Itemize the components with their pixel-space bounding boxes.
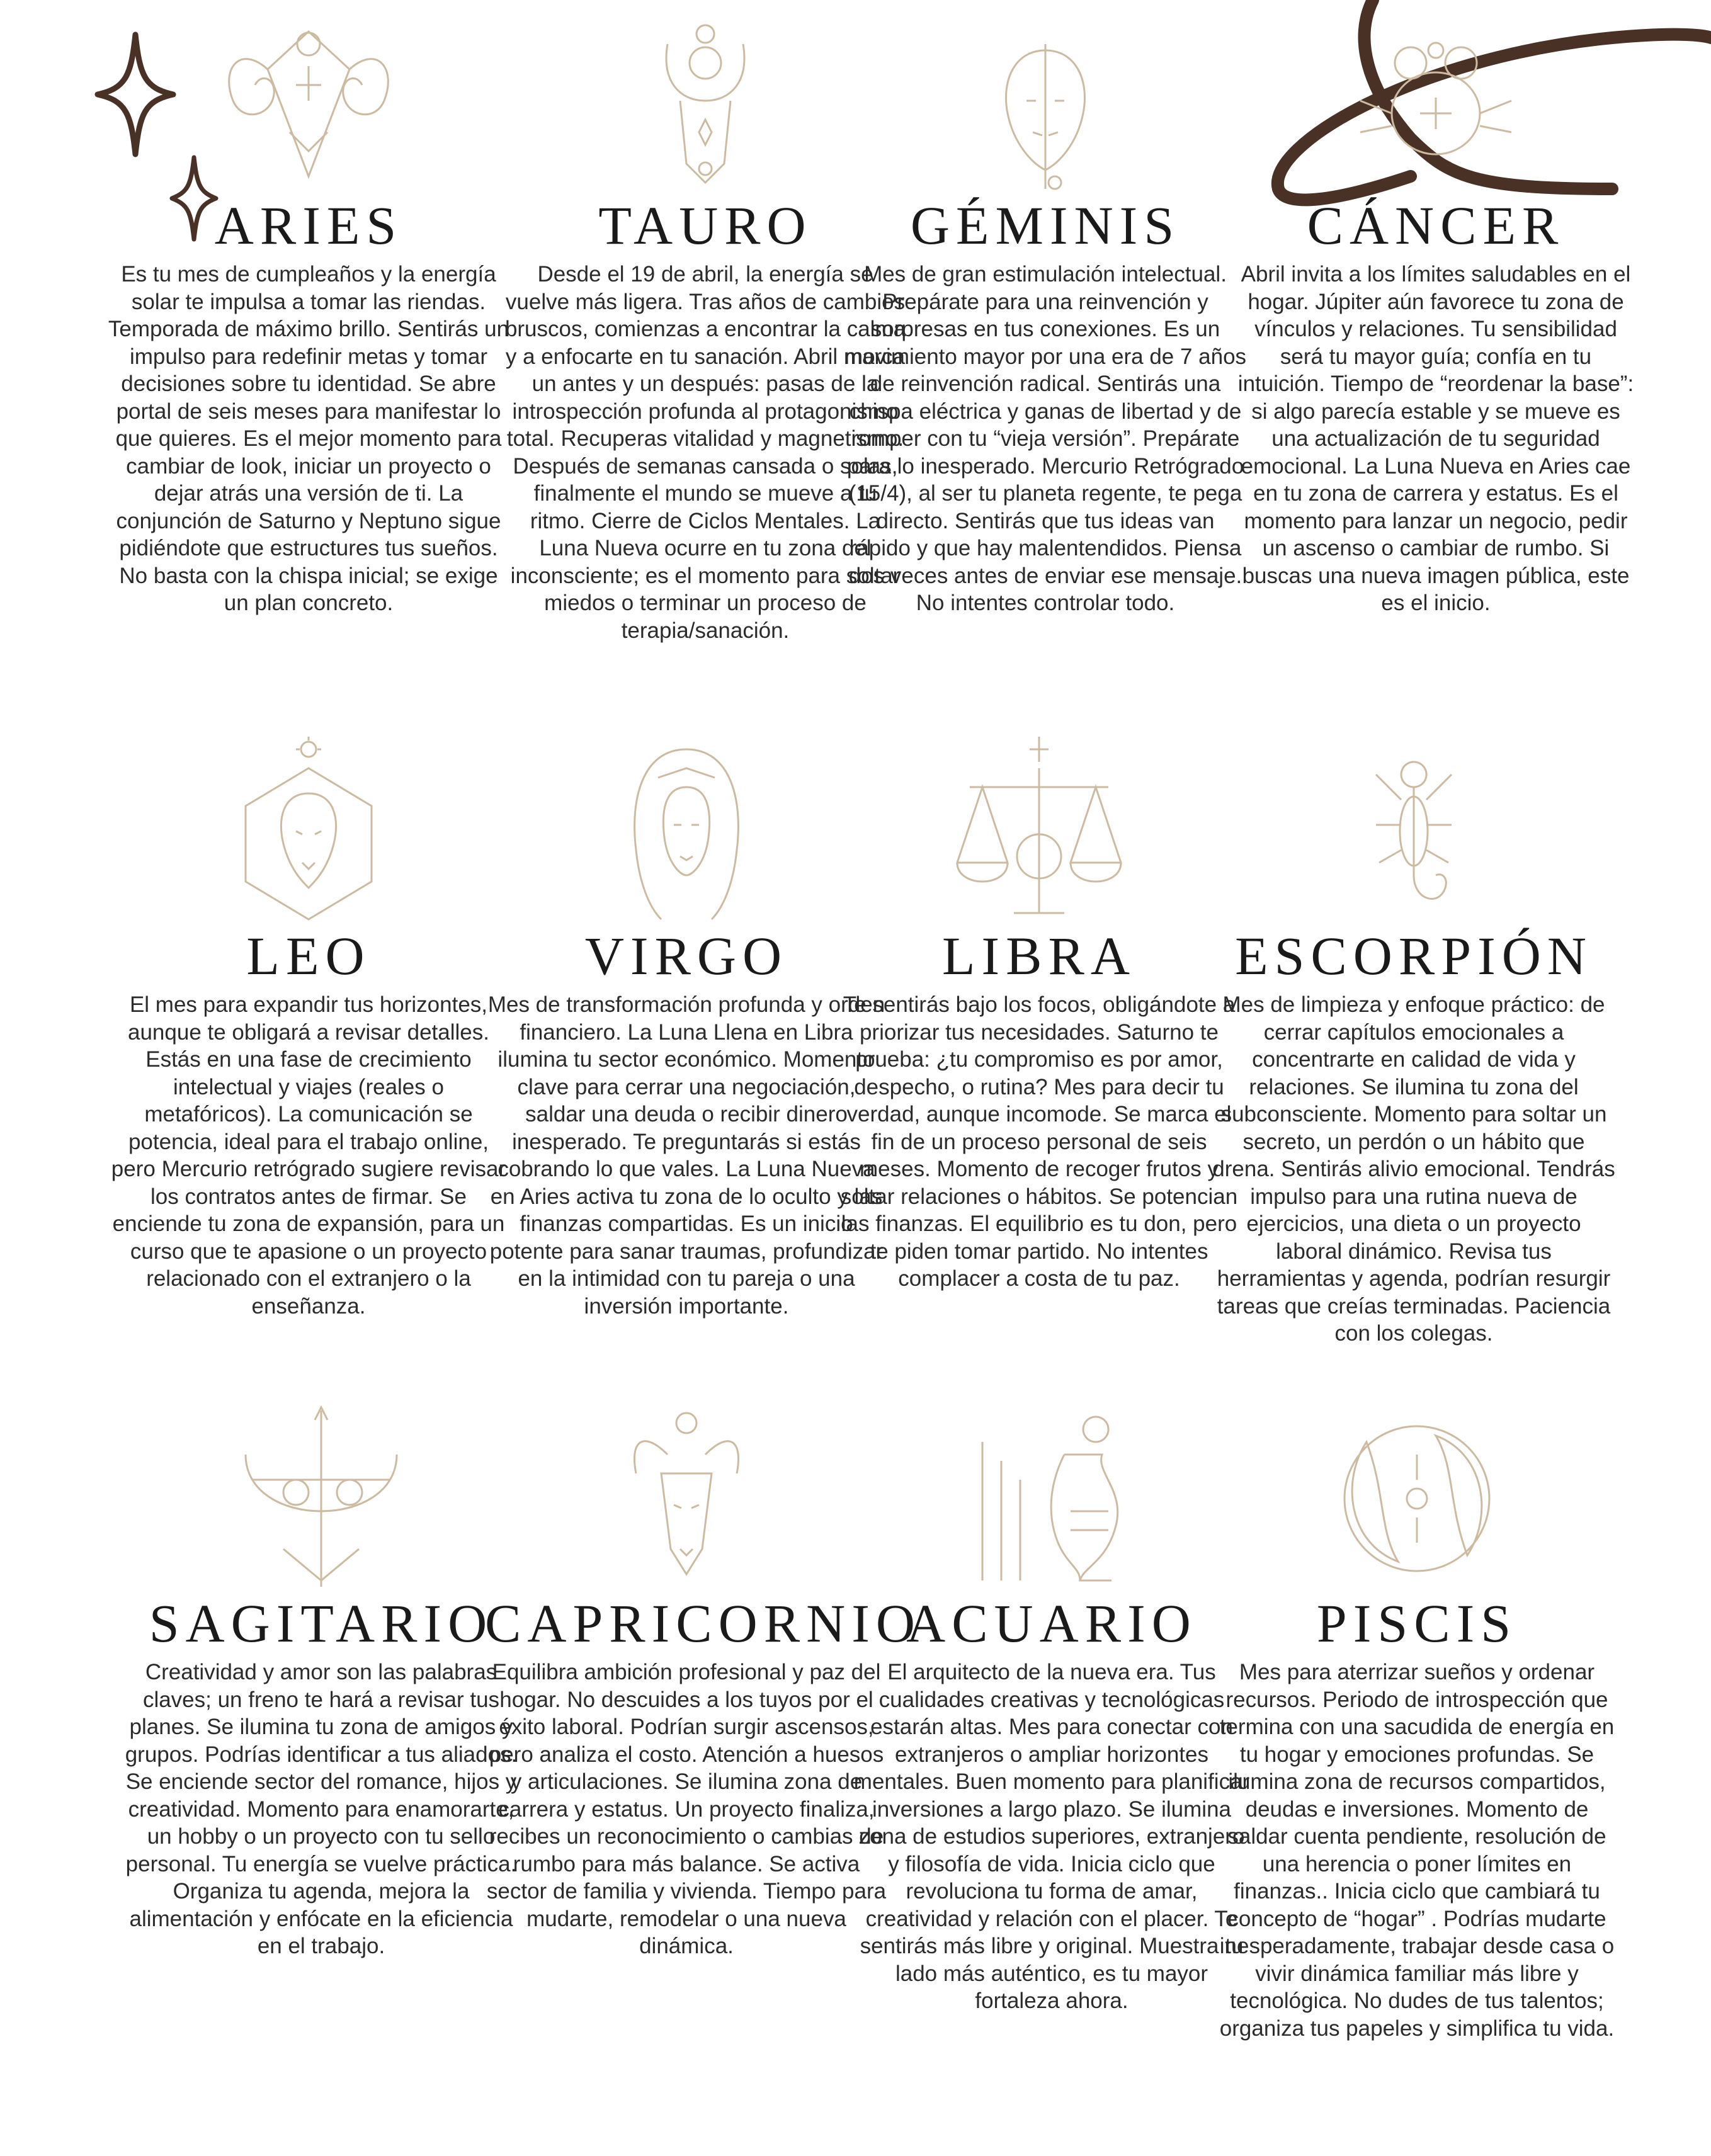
- goat-icon: [592, 1404, 781, 1593]
- sign-description: Mes de limpieza y enfoque práctico: de cerrar capítulos emocionales a concentrarte en calidad de vida y relaciones. Se ilumina tu zona del subconsciente. Momento para soltar un secreto, un perdón o un hábito que drena. Sentirás alivio emocional. Tendrás impulso para una rutina nueva de ejercicios, una dieta o un proyecto laboral dinámico. Revisa tus herramientas y agenda, podrían resurgir tareas que creías terminadas. Paciencia con los colegas.: [1212, 992, 1615, 1346]
- sign-title: VIRGO: [584, 926, 788, 986]
- sign-aries: [107, 6, 510, 617]
- scorpion-icon: [1319, 737, 1508, 926]
- maiden-icon: [592, 737, 781, 926]
- sign-leo: [107, 737, 510, 1320]
- sign-piscis: [1215, 1404, 1618, 2042]
- sign-description: Es tu mes de cumpleaños y la energía solar te impulsa a tomar las riendas. Temporada de máximo brillo. Sentirás un impulso para redefinir metas y tomar decisiones sobre tu identidad. Se abre portal de seis meses para manifestar lo que quieres. Es el mejor momento para cambiar de look, iniciar un proyecto o dejar atrás una versión de ti. La conjunción de Saturno y Neptuno sigue pidiéndote que estructures tus sueños. No basta con la chispa inicial; se exige un plan concreto.: [108, 262, 509, 615]
- sign-title: LEO: [246, 926, 371, 986]
- sign-description: Mes para aterrizar sueños y ordenar recursos. Periodo de introspección que termina con una sacudida de energía en tu hogar y emociones profundas. Se ilumina zona de recursos compartidos, deudas e inversiones. Momento de saldar cuenta pendiente, resolución de una herencia o poner límites en finanzas.. Inicia ciclo que cambiará tu concepto de “hogar” . Podrías mudarte inesperadamente, trabajar desde casa o vivir dinámica familiar más libre y tecnológica. No dudes de tus talentos; organiza tus papeles y simplifica tu vida.: [1219, 1660, 1615, 2041]
- lion-icon: [214, 737, 403, 926]
- sign-cancer: [1234, 6, 1637, 617]
- sign-description: Equilibra ambición profesional y paz del hogar. No descuides a los tuyos por el éxito laboral. Podrían surgir ascensos, pero analiza el costo. Atención a huesos y articulaciones. Se ilumina zona de carrera y estatus. Un proyecto finaliza, recibes un reconocimiento o cambias de rumbo para más balance. Se activa sector de familia y vivienda. Tiempo para mudarte, remodelar o una nueva dinámica.: [486, 1660, 887, 1958]
- sign-title: CÁNCER: [1307, 195, 1565, 256]
- sign-description: Te sentirás bajo los focos, obligándote a priorizar tus necesidades. Saturno te prueba: ¿tu compromiso es por amor, despecho, o rutina? Mes para decir tu verdad, aunque incomode. Se marca el fin de un proceso personal de seis meses. Momento de recoger frutos y soltar relaciones o hábitos. Se potencian las finanzas. El equilibrio es tu don, pero te piden tomar partido. No intentes complacer a costa de tu paz.: [840, 992, 1238, 1291]
- fishes-icon: [1322, 1404, 1511, 1593]
- crab-icon: [1341, 6, 1530, 195]
- sign-title: PISCIS: [1316, 1593, 1518, 1654]
- sign-acuario: [850, 1404, 1253, 2015]
- sign-title: CAPRICORNIO: [485, 1593, 921, 1654]
- scales-icon: [945, 737, 1134, 926]
- sign-title: ACUARIO: [906, 1593, 1197, 1654]
- sign-description: Abril invita a los límites saludables en el hogar. Júpiter aún favorece tu zona de vínculos y relaciones. Tu sensibilidad será tu mayor guía; confía en tu intuición. Tiempo de “reordenar la base”: si algo parecía estable y se mueve es una actualización de tu seguridad emocional. La Luna Nueva en Aries cae en tu zona de carrera y estatus. Es el momento para lanzar un negocio, pedir un ascenso o cambiar de rumbo. Si buscas una nueva imagen pública, este es el inicio.: [1237, 262, 1634, 615]
- sign-title: LIBRA: [942, 926, 1136, 986]
- sign-description: El mes para expandir tus horizontes, aunque te obligará a revisar detalles. Estás en una fase de crecimiento intelectual y viajes (reales o metafóricos). La comunicación se potencia, ideal para el trabajo online, pero Mercurio retrógrado sugiere revisar los contratos antes de firmar. Se enciende tu zona de expansión, para un curso que te apasione o un proyecto relacionado con el extranjero o la enseñanza.: [111, 992, 506, 1319]
- sign-description: Mes de transformación profunda y orden financiero. La Luna Llena en Libra ilumina tu sector económico. Momento clave para cerrar una negociación, saldar una deuda o recibir dinero inesperado. Te preguntarás si estás cobrando lo que vales. La Luna Nueva en Aries activa tu zona de lo oculto y las finanzas compartidas. Es un inicio potente para sanar traumas, profundizar en la intimidad con tu pareja o una inversión importante.: [487, 992, 885, 1319]
- twins-icon: [951, 6, 1140, 195]
- sign-description: El arquitecto de la nueva era. Tus cualidades creativas y tecnológicas estarán altas. Mes para conectar con extranjeros o ampliar horizontes mentales. Buen momento para planificar inversiones a largo plazo. Se ilumina zona de estudios superiores, extranjero y filosofía de vida. Inicia ciclo que revoluciona tu forma de amar, creatividad y relación con el placer. Te sentirás más libre y original. Muestra tu lado más auténtico, es tu mayor fortaleza ahora.: [853, 1660, 1250, 2013]
- sign-title: SAGITARIO: [149, 1593, 494, 1654]
- sign-title: GÉMINIS: [910, 195, 1181, 256]
- ram-icon: [214, 6, 403, 195]
- sign-geminis: [844, 6, 1247, 617]
- sign-description: Desde el 19 de abril, la energía se vuelve más ligera. Tras años de cambios bruscos, comienzas a encontrar la calma y a enfocarte en tu sanación. Abril marca un antes y un después: pasas de la introspección profunda al protagonismo total. Recuperas vitalidad y magnetismo. Después de semanas cansada o solas, finalmente el mundo se mueve a tu ritmo. Cierre de Ciclos Mentales. La Luna Nueva ocurre en tu zona del inconsciente; es el momento para soltar miedos o terminar un proceso de terapia/sanación.: [504, 262, 906, 643]
- sign-title: ESCORPIÓN: [1235, 926, 1593, 986]
- sign-libra: [838, 737, 1241, 1293]
- sign-virgo: [485, 737, 888, 1320]
- sign-title: ARIES: [214, 195, 403, 256]
- bull-icon: [611, 6, 800, 195]
- sign-title: TAURO: [598, 195, 812, 256]
- sign-capricornio: [485, 1404, 921, 1960]
- water-jug-icon: [957, 1404, 1146, 1593]
- sign-escorpion: [1212, 737, 1615, 1347]
- bow-arrow-icon: [227, 1404, 416, 1593]
- sign-sagitario: [120, 1404, 523, 1960]
- sign-description: Mes de gran estimulación intelectual. Prepárate para una reinvención y sorpresas en tus conexiones. Es un movimiento mayor por una era de 7 años de reinvención radical. Sentirás una chispa eléctrica y ganas de libertad y de romper con tu “vieja versión”. Prepárate para lo inesperado. Mercurio Retrógrado (15/4), al ser tu planeta regente, te pega directo. Sentirás que tus ideas van rápido y que hay malentendidos. Piensa dos veces antes de enviar ese mensaje. No intentes controlar todo.: [844, 262, 1247, 615]
- sign-description: Creatividad y amor son las palabras claves; un freno te hará a revisar tus planes. Se ilumina tu zona de amigos y grupos. Podrías identificar a tus aliados. Se enciende sector del romance, hijos y creatividad. Momento para enamorarte, un hobby o un proyecto con tu sello personal. Tu energía se vuelve práctica. Organiza tu agenda, mejora la alimentación y enfócate en la eficiencia en el trabajo.: [125, 1660, 518, 1958]
